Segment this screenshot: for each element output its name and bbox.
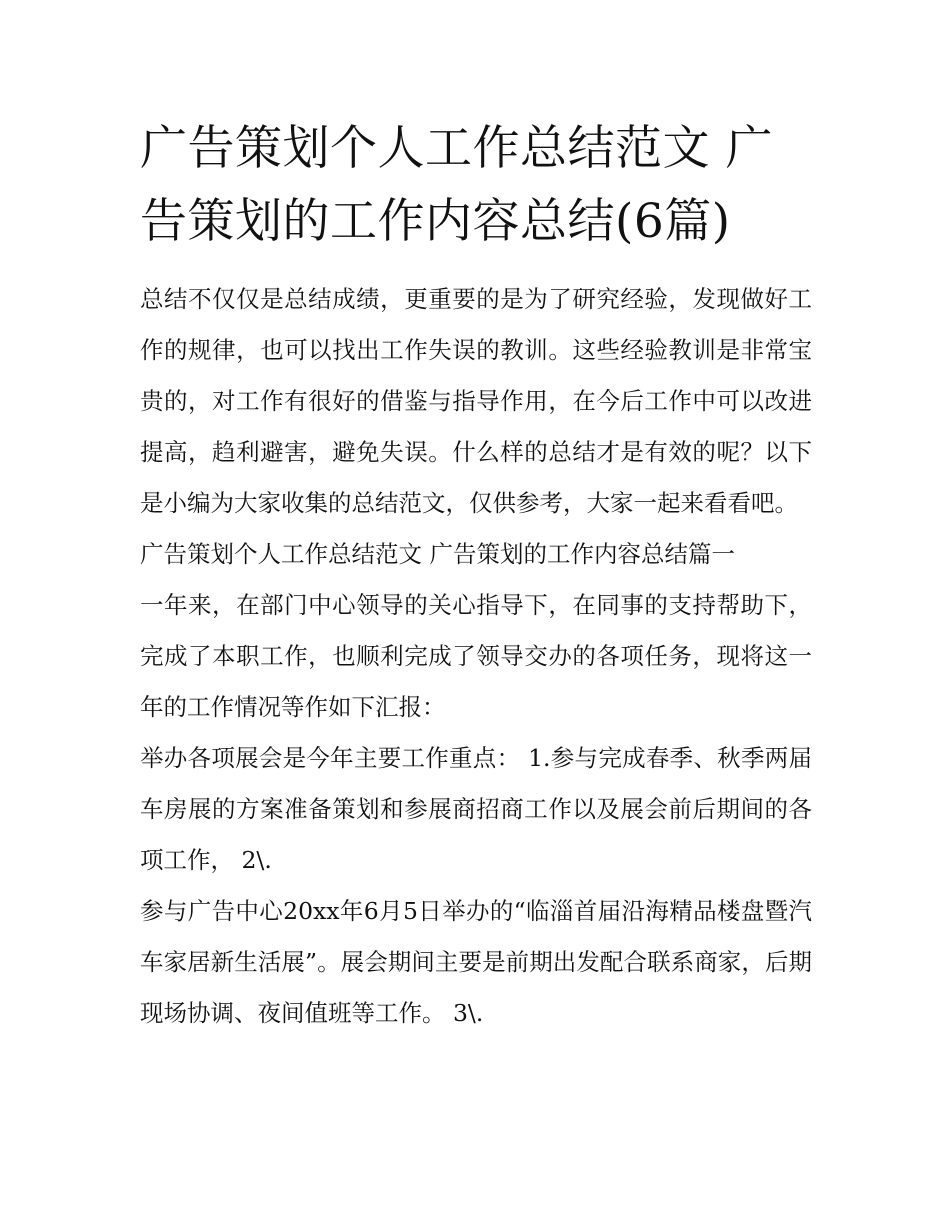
body-paragraph: 参与广告中心20xx年6月5日举办的“临淄首届沿海精品楼盘暨汽车家居新生活展”。展会期间主要是前期出发配合联系商家，后期现场协调、夜间值班等工作。 3\. — [140, 897, 812, 1027]
body-paragraph: 一年来，在部门中心领导的关心指导下，在同事的支持帮助下，完成了本职工作，也顺利完成了领导交办的各项任务，现将这一年的工作情况等作如下汇报： — [140, 591, 812, 721]
section-heading: 广告策划个人工作总结范文 广告策划的工作内容总结篇一 — [140, 540, 735, 568]
document-title: 广告策划个人工作总结范文 广告策划的工作内容总结(6篇) — [140, 121, 773, 249]
document-page — [140, 112, 812, 1039]
intro-paragraph: 总结不仅仅是总结成绩，更重要的是为了研究经验，发现做好工作的规律，也可以找出工作失误的教训。这些经验教训是非常宝贵的，对工作有很好的借鉴与指导作用，在今后工作中可以改进提高，趋利避害，避免失误。什么样的总结才是有效的呢？以下是小编为大家收集的总结范文，仅供参考，大家一起来看看吧。 — [140, 285, 812, 517]
body-paragraph: 举办各项展会是今年主要工作重点： 1.参与完成春季、秋季两届车房展的方案准备策划和参展商招商工作以及展会前后期间的各项工作， 2\. — [140, 744, 812, 874]
